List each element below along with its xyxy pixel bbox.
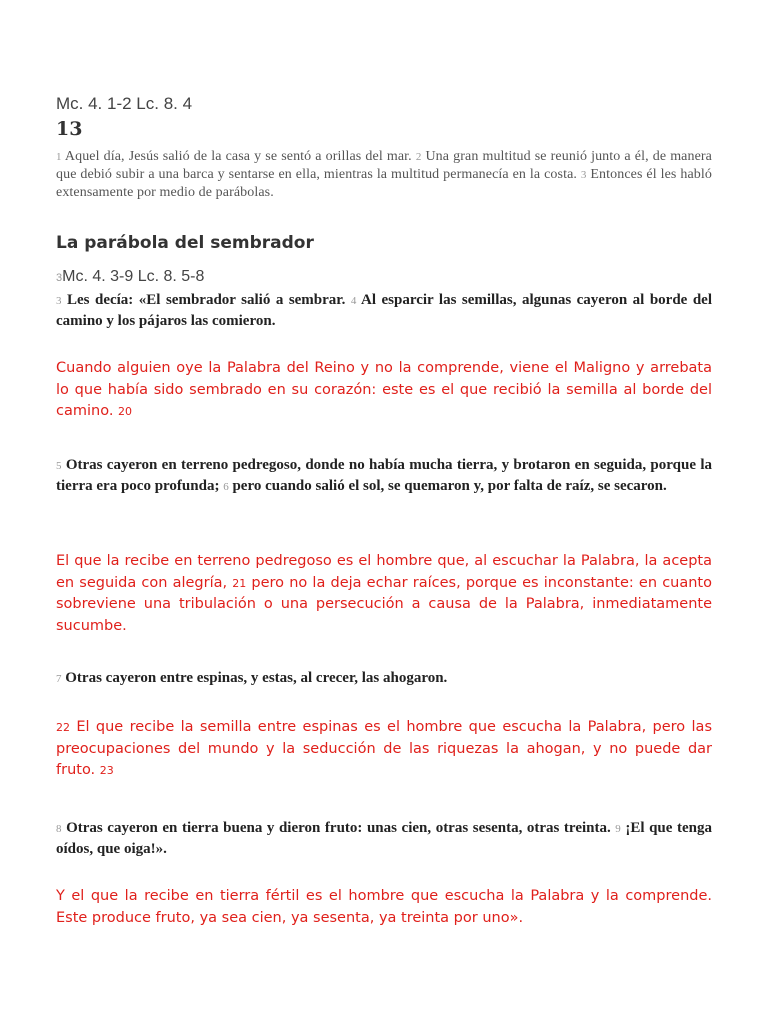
verse-text: Al esparcir las semillas, algunas cayeron al borde del camino y los pájaros las comieron. (56, 292, 712, 329)
verse-paragraph (56, 290, 712, 331)
explanation-text: El que recibe la semilla entre espinas es el hombre que escucha la Palabra, pero las preocupaciones del mundo y la seducción de las riquezas la ahogan, y no puede dar fruto. (56, 719, 712, 778)
verse-paragraph (56, 668, 712, 689)
verse-number: 22 (56, 721, 70, 734)
verse-text: Otras cayeron en tierra buena y dieron fruto: unas cien, otras sesenta, otras treinta. (61, 820, 616, 836)
verse-number: 20 (118, 405, 133, 418)
cross-reference: Mc. 4. 1-2 Lc. 8. 4 (56, 94, 193, 113)
verse-number: 3 (580, 169, 587, 181)
verse-text: Aquel día, Jesús salió de la casa y se sentó a orillas del mar. (61, 149, 416, 164)
section-heading: La parábola del sembrador (56, 233, 314, 253)
explanation-text: El que la recibe en terreno pedregoso es el hombre que, al escuchar la Palabra, la acepta en seguida con alegría, (56, 553, 712, 591)
verse-number: 21 (232, 576, 247, 590)
verse-number: 6 (223, 481, 229, 493)
verse-number: 5 (56, 460, 62, 472)
explanation-paragraph (56, 358, 712, 423)
explanation-paragraph (56, 551, 712, 637)
verse-number: 2 (415, 151, 422, 163)
verse-paragraph (56, 818, 712, 859)
verse-paragraph (56, 455, 712, 497)
verse-number: 23 (99, 764, 114, 777)
verse-number: 1 (56, 151, 62, 163)
verse-number: 4 (350, 295, 357, 307)
verse-number: 3 (56, 295, 62, 307)
explanation-paragraph (56, 717, 712, 782)
verse-text: Les decía: «El sembrador salió a sembrar. (61, 292, 351, 308)
explanation-paragraph (56, 886, 712, 929)
reference-prefix: 3 (56, 272, 63, 284)
verse-text: pero cuando salió el sol, se quemaron y, por falta de raíz, se secaron. (228, 478, 667, 494)
verse-number: 9 (615, 823, 621, 835)
verse-text: Otras cayeron en terreno pedregoso, donde no había mucha tierra, y brotaron en seguida, porque la tierra era poco profunda; (56, 457, 712, 494)
chapter-number: 13 (56, 118, 83, 140)
verse-number: 8 (56, 823, 62, 835)
explanation-text: Y el que la recibe en tierra fértil es el hombre que escucha la Palabra y la comprende. Este produce fruto, ya sea cien, ya sesenta, ya treinta por uno». (56, 888, 712, 926)
section-reference (56, 268, 712, 286)
verse-text: Entonces él les habló extensamente por medio de parábolas. (56, 167, 712, 200)
verse-text: Otras cayeron entre espinas, y estas, al crecer, las ahogaron. (61, 670, 448, 686)
reference-text: Mc. 4. 3-9 Lc. 8. 5-8 (62, 268, 205, 285)
verse-number: 7 (56, 673, 62, 685)
explanation-text: pero no la deja echar raíces, porque es inconstante: en cuanto sobreviene una tribulación o una persecución a causa de la Palabra, inmediatamente sucumbe. (56, 574, 712, 634)
explanation-text: Cuando alguien oye la Palabra del Reino y no la comprende, viene el Maligno y arrebata lo que había sido sembrado en su corazón: este es el que recibió la semilla al borde del camino. (56, 360, 712, 419)
intro-paragraph (56, 148, 712, 202)
verse-text: Una gran multitud se reunió junto a él, de manera que debió subir a una barca y sentarse en ella, mientras la multitud permanecía en la costa. (56, 149, 712, 182)
verse-text: ¡El que tenga oídos, que oiga!». (56, 820, 712, 857)
